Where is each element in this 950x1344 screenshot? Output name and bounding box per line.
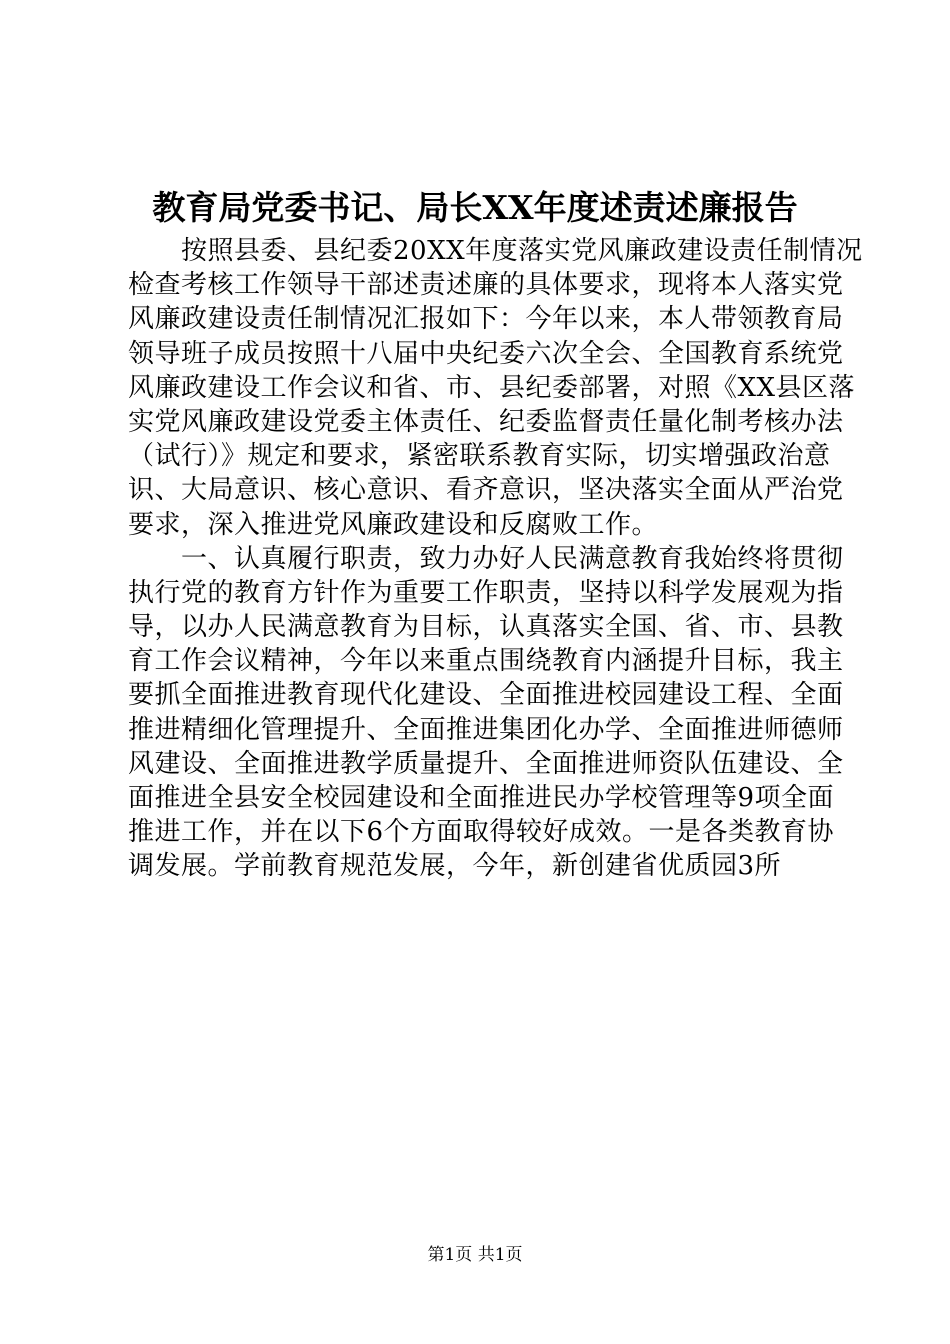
body-line: 推进精细化管理提升、全面推进集团化办学、全面推进师德师: [128, 714, 844, 745]
body-line: 推进工作，并在以下6个方面取得较好成效。一是各类教育协: [128, 817, 835, 848]
body-line: 面推进全县安全校园建设和全面推进民办学校管理等9项全面: [128, 783, 835, 813]
body-line: 风建设、全面推进教学质量提升、全面推进师资队伍建设、全: [128, 748, 844, 779]
body-line: 育工作会议精神，今年以来重点围绕教育内涵提升目标，我主: [128, 646, 844, 677]
body-line: 导，以办人民满意教育为目标，认真落实全国、省、市、县教: [128, 612, 844, 643]
body-line: （试行）》规定和要求，紧密联系教育实际，切实增强政治意: [128, 441, 831, 472]
body-line: 要求，深入推进党风廉政建设和反腐败工作。: [128, 509, 659, 540]
body-line: 实党风廉政建设党委主体责任、纪委监督责任量化制考核办法: [128, 406, 844, 437]
page-footer: 第1页 共1页: [427, 1245, 523, 1265]
body-line: 一、认真履行职责，致力办好人民满意教育我始终将贯彻: [128, 543, 844, 574]
document-title: 教育局党委书记、局长XX年度述责述廉报告: [152, 188, 798, 227]
body-line: 调发展。学前教育规范发展，今年，新创建省优质园3所: [128, 851, 782, 882]
body-line: 识、大局意识、核心意识、看齐意识，坚决落实全面从严治党: [128, 475, 844, 506]
body-line: 要抓全面推进教育现代化建设、全面推进校园建设工程、全面: [128, 680, 844, 711]
body-line: 执行党的教育方针作为重要工作职责，坚持以科学发展观为指: [128, 577, 844, 608]
document-body: [128, 234, 863, 884]
body-line: 风廉政建设责任制情况汇报如下：今年以来，本人带领教育局: [128, 304, 844, 335]
body-line: 风廉政建设工作会议和省、市、县纪委部署，对照《XX县区落: [128, 372, 856, 403]
body-line: 按照县委、县纪委20XX年度落实党风廉政建设责任制情况: [128, 236, 863, 266]
body-line: 领导班子成员按照十八届中央纪委六次全会、全国教育系统党: [128, 338, 844, 369]
body-line: 检查考核工作领导干部述责述廉的具体要求，现将本人落实党: [128, 270, 844, 301]
